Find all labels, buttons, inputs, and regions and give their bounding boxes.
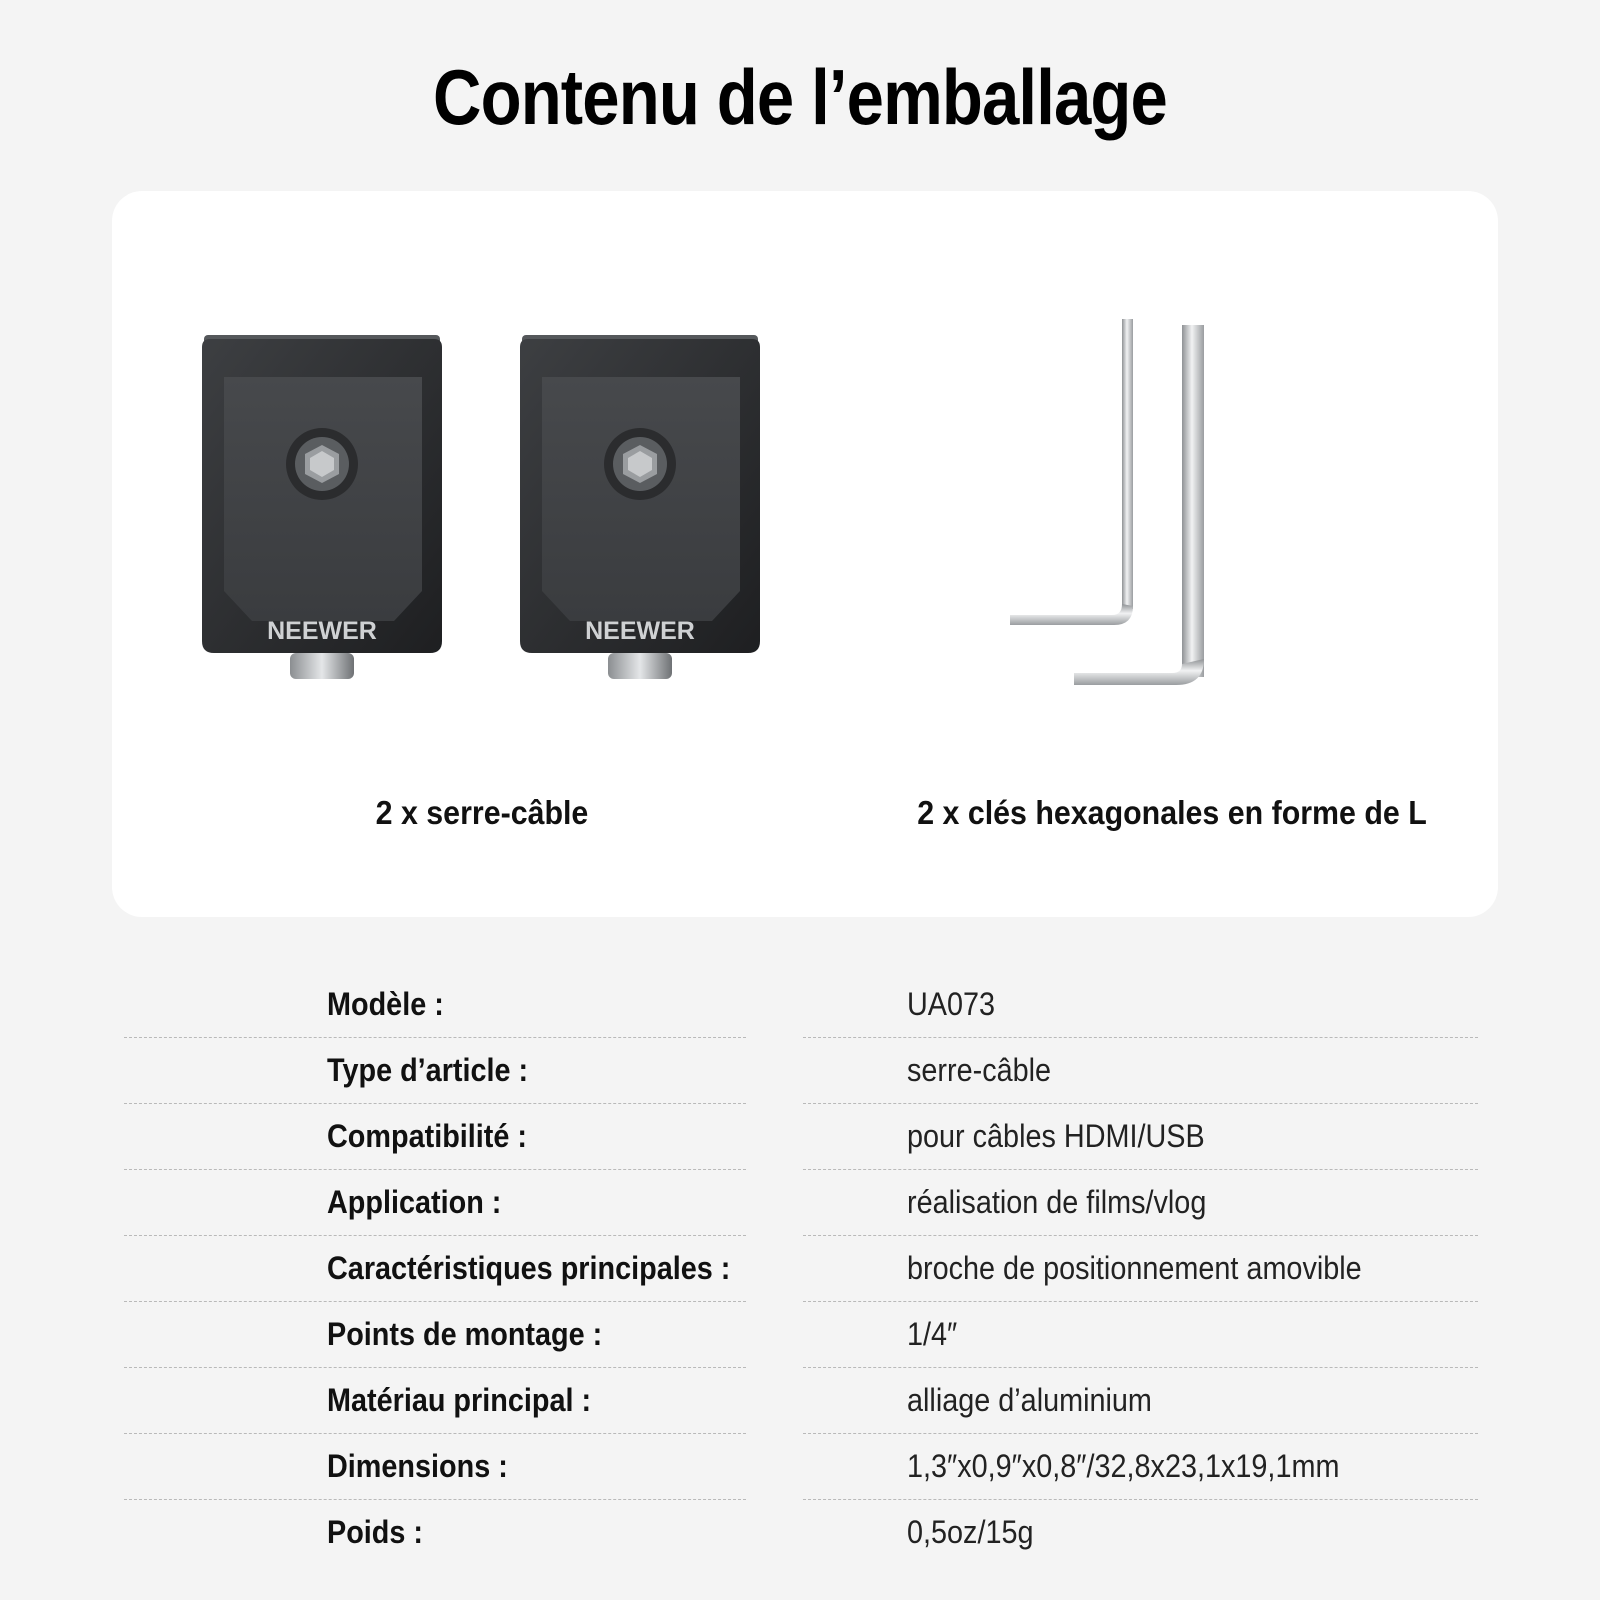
spec-label: Poids : <box>327 1514 424 1550</box>
spec-label: Type d’article : <box>327 1052 529 1088</box>
cable-clamps-item <box>112 191 852 917</box>
spec-value: UA073 <box>907 986 996 1022</box>
spec-row-features <box>124 1236 1478 1302</box>
hex-keys-caption: 2 x clés hexagonales en forme de L <box>917 794 1427 831</box>
spec-value: pour câbles HDMI/USB <box>907 1118 1205 1154</box>
spec-value: broche de positionnement amovible <box>907 1250 1362 1286</box>
package-contents-card <box>112 191 1498 917</box>
spec-row-compatibility <box>124 1104 1478 1170</box>
spec-row-mounting <box>124 1302 1478 1368</box>
hex-key-icon <box>992 319 1232 719</box>
spec-row-application <box>124 1170 1478 1236</box>
spec-value: réalisation de films/vlog <box>907 1184 1207 1220</box>
spec-label: Application : <box>327 1184 502 1220</box>
spec-label: Matériau principal : <box>327 1382 592 1418</box>
spec-value: alliage d’aluminium <box>907 1382 1152 1418</box>
spec-value: 1,3″x0,9″x0,8″/32,8x23,1x19,1mm <box>907 1448 1340 1484</box>
spec-row-dimensions <box>124 1434 1478 1500</box>
hex-keys-item <box>812 191 1532 917</box>
spec-label: Points de montage : <box>327 1316 603 1352</box>
spec-label: Modèle : <box>327 986 444 1022</box>
spec-label: Compatibilité : <box>327 1118 527 1154</box>
spec-row-weight <box>124 1500 1478 1566</box>
spec-row-material <box>124 1368 1478 1434</box>
spec-label: Dimensions : <box>327 1448 508 1484</box>
cable-clamps-caption: 2 x serre-câble <box>375 794 589 831</box>
spec-row-type <box>124 1038 1478 1104</box>
spec-label: Caractéristiques principales : <box>327 1250 731 1286</box>
svg-text:NEEWER: NEEWER <box>585 617 695 645</box>
spec-table <box>124 972 1478 1566</box>
page-title: Contenu de l’emballage <box>432 53 1167 141</box>
brand-logo: NEEWER <box>267 617 377 645</box>
spec-row-model <box>124 972 1478 1038</box>
spec-value: 1/4″ <box>907 1316 958 1352</box>
spec-value: 0,5oz/15g <box>907 1514 1034 1550</box>
cable-clamp-icon <box>194 321 774 691</box>
spec-value: serre-câble <box>907 1052 1052 1088</box>
